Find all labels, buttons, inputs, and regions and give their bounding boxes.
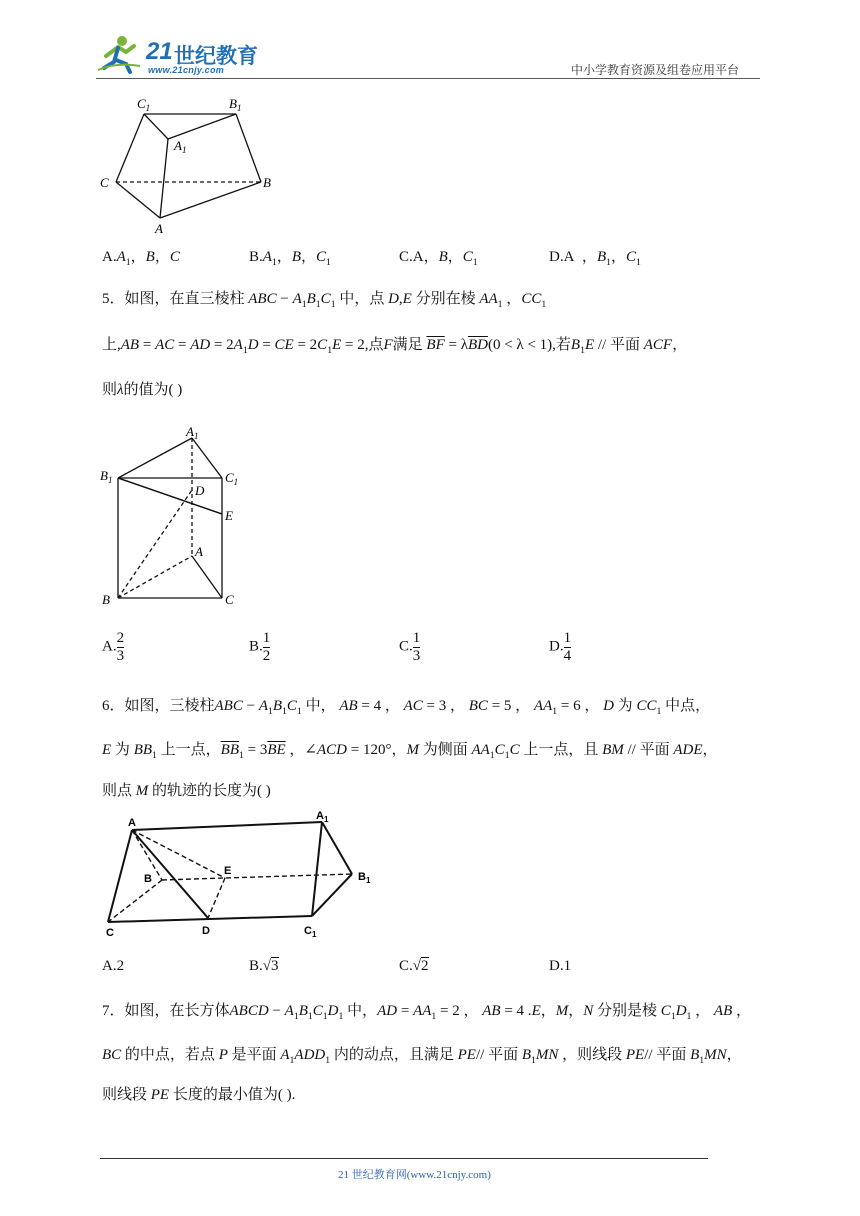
label-b1: $B_1$ <box>229 96 242 113</box>
label-c1: $C_1$ <box>304 925 317 939</box>
q4-option-c[interactable]: C.A，B，$C_1$ <box>399 249 478 268</box>
header-divider <box>96 78 760 79</box>
label-a: A <box>155 221 163 235</box>
label-a1: $A_1$ <box>316 810 329 824</box>
header-platform-text: 中小学教育资源及组卷应用平台 <box>571 63 740 77</box>
logo-title: 世纪教育 <box>174 45 258 68</box>
q5-line-1: 5．如图，在直三棱柱 ABC − $A_1B_1C_1$ 中，点 D,E 分别在棱 $AA_1$ ，$CC_1$ <box>102 291 547 310</box>
figure-prism-1 <box>96 95 286 235</box>
q4-option-b[interactable]: $B.A_1$，B，$C_1$ <box>249 249 331 268</box>
footer-divider <box>100 1158 708 1159</box>
q6-option-b[interactable]: B.√3 <box>249 958 279 974</box>
label-e: E <box>225 508 233 523</box>
q5-option-d[interactable]: D. $\frac{1}{4}$ <box>549 630 572 664</box>
label-c: C <box>225 592 234 607</box>
q6-option-d[interactable]: D.1 <box>549 958 572 974</box>
label-a1: $A_1$ <box>174 138 187 155</box>
label-c1: $C_1$ <box>137 96 151 113</box>
label-c: C <box>106 927 114 939</box>
label-b: B <box>144 873 152 885</box>
label-b: B <box>263 175 271 190</box>
q5-option-c[interactable]: C. $\frac{1}{3}$ <box>399 630 421 664</box>
header <box>0 0 860 80</box>
q5-line-3: 则λ的值为( ) <box>102 382 183 398</box>
q5-line-2: 上,AB = AC = AD = $2A_1D$ = CE = $2C_1E = 2$,点F满足 $\overline{BF} = \lambda\overline{BD}(0 < \lambda < 1)$,若$B_1E$ // 平面 ACF， <box>102 337 688 356</box>
label-c: C <box>100 175 109 190</box>
label-b: B <box>102 592 110 607</box>
q7-line-3: 则线段 PE 长度的最小值为( ). <box>102 1087 296 1103</box>
label-e: E <box>224 865 232 877</box>
q6-option-a[interactable]: A.2 <box>102 958 125 974</box>
q7-line-1: 7．如图，在长方体ABCD − $A_1B_1C_1D_1$ 中，AD = $AA_1 = 2$ ， AB = 4 .E，M，N 分别是棱 $C_1D_1$ ， AB ， <box>102 1003 752 1022</box>
q7-line-2: BC 的中点，若点 P 是平面 $A_1ADD_1$ 内的动点，且满足 PE// 平面 $B_1MN$ ，则线段 PE// 平面 $B_1MN$， <box>102 1047 742 1066</box>
label-b1: $B_1$ <box>100 468 113 485</box>
runner-logo-icon <box>96 34 144 74</box>
q6-line-2: E 为 $BB_1$ 上一点，$\overline{BB}_1 = 3\overline{BE}$ ，∠ACD = 120°，M 为侧面 $AA_1C_1C$ 上一点，且 BM // 平面 ADE， <box>102 742 718 761</box>
q4-option-a[interactable]: $A.A_1$，B，C <box>102 249 180 268</box>
q6-option-c[interactable]: C.√2 <box>399 958 429 974</box>
label-b1: $B_1$ <box>358 871 371 885</box>
q6-line-1: 6．如图，三棱柱ABC − $A_1B_1C_1$ 中， AB = 4 ， AC = 3 ， BC = 5 ， $AA_1 = 6$ ， D 为 $CC_1$ 中点， <box>102 698 711 717</box>
logo-url: www.21cnjy.com <box>148 65 225 75</box>
label-a: A <box>128 817 136 829</box>
label-d: D <box>195 483 205 498</box>
q6-line-3: 则点 M 的轨迹的长度为( ) <box>102 783 271 799</box>
q5-option-b[interactable]: B. $\frac{1}{2}$ <box>249 630 271 664</box>
footer-text[interactable]: 21 世纪教育网(www.21cnjy.com) <box>338 1169 491 1181</box>
logo-number: 21 <box>146 38 173 65</box>
label-a1: $A_1$ <box>186 424 199 441</box>
figure-prism-2 <box>96 420 256 610</box>
figure-prism-3 <box>100 810 380 940</box>
q5-option-a[interactable]: A. $\frac{2}{3}$ <box>102 630 125 664</box>
label-a: A <box>195 544 203 559</box>
q4-option-d[interactable]: D.A ，$B_1$，$C_1$ <box>549 249 641 268</box>
label-d: D <box>202 925 210 937</box>
label-c1: $C_1$ <box>225 470 239 487</box>
